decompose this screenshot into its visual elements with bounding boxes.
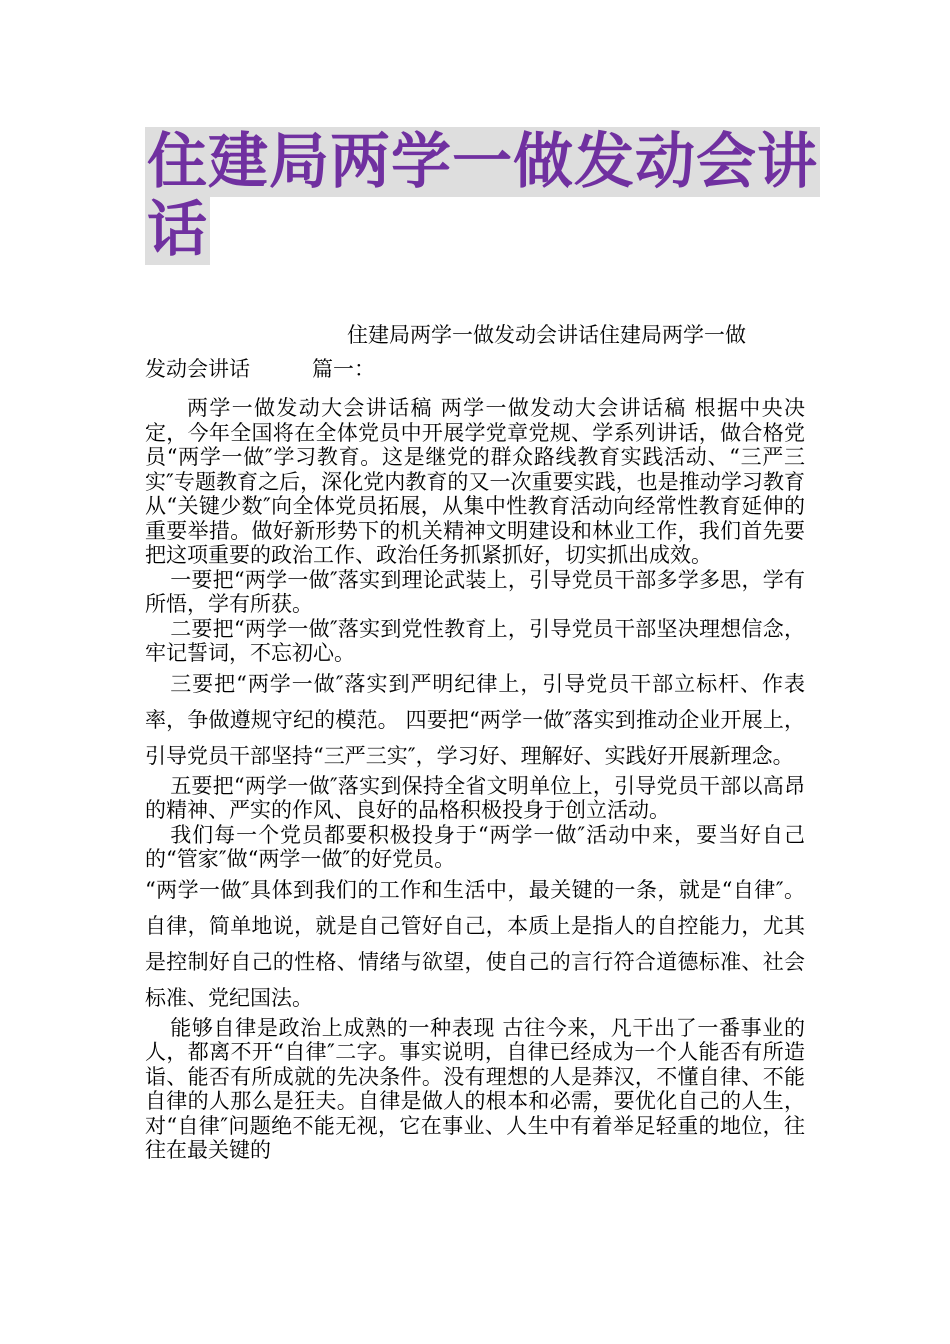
body-paragraph: 五要把“两学一做″落实到保持全省文明单位上，引导党员干部以高昂的精神、严实的作风、良好的品格积极投身于创立活动。 <box>145 773 805 822</box>
body-paragraph: 二要把“两学一做″落实到党性教育上，引导党员干部坚决理想信念，牢记誓词，不忘初心。 <box>145 616 805 665</box>
subtitle-part-label: 篇一： <box>312 357 375 381</box>
document-subtitle <box>145 318 810 386</box>
body-paragraph: “两学一做″具体到我们的工作和生活中，最关键的一条，就是“自律″。 自律，简单地说，就是自己管好自己，本质上是指人的自控能力，尤其是控制好自己的性格、情绪与欲望，使自己的言行符合道德标准、社会标准、党纪国法。 <box>145 877 805 1010</box>
body-paragraph: 三要把“两学一做″落实到严明纪律上，引导党员干部立标杆、作表率，争做遵规守纪的模范。 四要把“两学一做″落实到推动企业开展上，引导党员干部坚持“三严三实″，学习好、理解好、实践好开展新理念。 <box>145 671 805 768</box>
subtitle-line-2-text: 发动会讲话 <box>145 357 250 381</box>
document-body <box>145 396 805 1163</box>
body-paragraph: 两学一做发动大会讲话稿 两学一做发动大会讲话稿 根据中央决定，今年全国将在全体党员中开展学党章党规、学系列讲话，做合格党员“两学一做″学习教育。这是继党的群众路线教育实践活动、“三严三实″专题教育之后，深化党内教育的又一次重要实践，也是推动学习教育从“关键少数″向全体党员拓展，从集中性教育活动向经常性教育延伸的重要举措。做好新形势下的机关精神文明建设和林业工作，我们首先要把这项重要的政治工作、政治任务抓紧抓好，切实抓出成效。 <box>145 396 805 567</box>
subtitle-line-1: 住建局两学一做发动会讲话住建局两学一做 <box>347 323 746 347</box>
body-paragraph: 我们每一个党员都要积极投身于“两学一做″活动中来，要当好自己的“管家″做“两学一做″的好党员。 <box>145 822 805 871</box>
body-paragraph: 一要把“两学一做″落实到理论武装上，引导党员干部多学多思，学有所悟，学有所获。 <box>145 567 805 616</box>
document-title <box>145 128 825 264</box>
document-title-text: 住建局两学一做发动会讲话 <box>147 127 818 265</box>
body-paragraph: 能够自律是政治上成熟的一种表现 古往今来，凡干出了一番事业的人，都离不开“自律″二字。事实说明，自律已经成为一个人能否有所造诣、能否有所成就的先决条件。没有理想的人是莽汉，不懂自律、不能自律的人那么是狂夫。自律是做人的根本和必需，要优化自己的人生，对“自律″问题绝不能无视，它在事业、人生中有着举足轻重的地位，往往在最关键的 <box>145 1015 805 1162</box>
subtitle-line-2 <box>145 352 810 386</box>
